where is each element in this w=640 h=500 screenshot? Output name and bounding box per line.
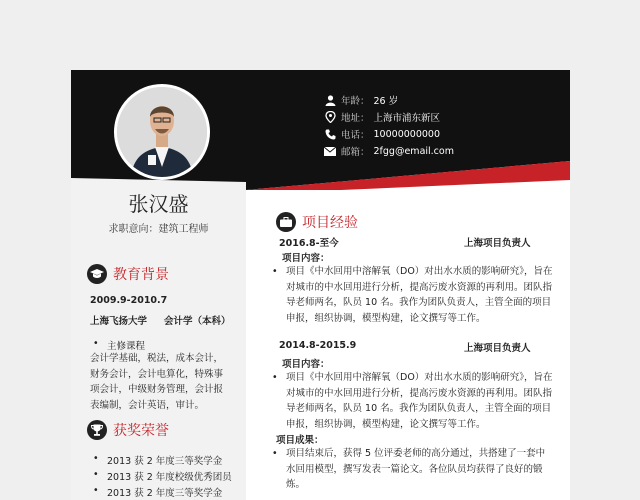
phone-icon xyxy=(323,129,337,140)
project-content-label: 项目内容： xyxy=(282,253,330,264)
award-item: 2013 获 2 年度三等奖学金 xyxy=(107,456,223,467)
location-pin-icon xyxy=(323,111,337,123)
mail-icon xyxy=(323,147,337,156)
project-period: 2016.8-至今 xyxy=(279,238,339,249)
job-intent: 求职意向：建筑工程师 xyxy=(108,224,209,235)
contact-value: 10000000000 xyxy=(373,128,441,140)
contact-label: 地址： xyxy=(341,113,370,124)
course-title: 主修课程 xyxy=(107,341,146,352)
contact-value: 上海市浦东新区 xyxy=(373,113,441,124)
bullet: • xyxy=(272,448,278,459)
contact-value: 2fgg@email.com xyxy=(373,145,454,157)
contact-address xyxy=(323,110,440,124)
contact-label: 电话： xyxy=(341,130,370,141)
briefcase-icon xyxy=(276,212,296,232)
section-heading: 项目经验 xyxy=(302,215,358,231)
bullet: • xyxy=(93,338,99,349)
project-content-label: 项目内容： xyxy=(282,359,330,370)
education-major: 会计学（本科） xyxy=(164,316,231,327)
bullet: • xyxy=(93,469,99,480)
awards-section-title xyxy=(87,420,169,440)
project-role: 上海项目负责人 xyxy=(464,238,531,249)
project-content: 项目《中水回用中溶解氧（DO）对出水水质的影响研究》，旨在对城市的中水回用进行分析，提高污废水资源的再利用。团队指导老师两名，队员 10 名。我作为团队负责人，主管全面的项目申报，组织协调，模型构建，论文撰写等工作。 xyxy=(286,372,553,430)
candidate-name: 张汉盛 xyxy=(128,192,189,216)
course-list: 会计学基础，税法，成本会计，财务会计，会计电算化，特殊事项会计，中级财务管理，会计报表编制，会计英语，审计。 xyxy=(90,353,224,411)
award-item: 2013 获 2 年度校级优秀团员 xyxy=(107,472,232,483)
resume-page xyxy=(71,70,570,500)
contact-email xyxy=(323,144,454,158)
profile-photo xyxy=(114,84,210,180)
project-period: 2014.8-2015.9 xyxy=(279,340,357,351)
section-heading: 获奖荣誉 xyxy=(113,423,169,439)
project-role: 上海项目负责人 xyxy=(464,343,531,354)
award-item: 2013 获 2 年度三等奖学金 xyxy=(107,488,223,499)
section-heading: 教育背景 xyxy=(113,267,169,283)
trophy-icon xyxy=(87,420,107,440)
education-school: 上海飞扬大学 xyxy=(90,316,148,327)
person-icon xyxy=(323,95,337,106)
project-result-label: 项目成果： xyxy=(276,435,324,446)
bullet: • xyxy=(272,372,278,383)
project-content: 项目《中水回用中溶解氧（DO）对出水水质的影响研究》，旨在对城市的中水回用进行分析，提高污废水资源的再利用。团队指导老师两名，队员 10 名。我作为团队负责人，主管全面的项目申报，组织协调，模型构建，论文撰写等工作。 xyxy=(286,266,553,324)
bullet: • xyxy=(93,485,99,496)
contact-value: 26 岁 xyxy=(373,96,399,107)
contact-label: 年龄： xyxy=(341,96,370,107)
bullet: • xyxy=(93,453,99,464)
education-period: 2009.9-2010.7 xyxy=(90,295,168,306)
graduation-cap-icon xyxy=(87,264,107,284)
contact-label: 邮箱： xyxy=(341,147,370,158)
project-result: 项目结束后，获得 5 位评委老师的高分通过，共搭建了一套中水回用模型，撰写发表一篇论文。各位队员均获得了良好的锻炼。 xyxy=(286,448,546,490)
projects-section-title xyxy=(276,212,358,232)
contact-age xyxy=(323,93,398,107)
bullet: • xyxy=(272,266,278,277)
education-section-title xyxy=(87,264,169,284)
contact-phone xyxy=(323,127,440,141)
